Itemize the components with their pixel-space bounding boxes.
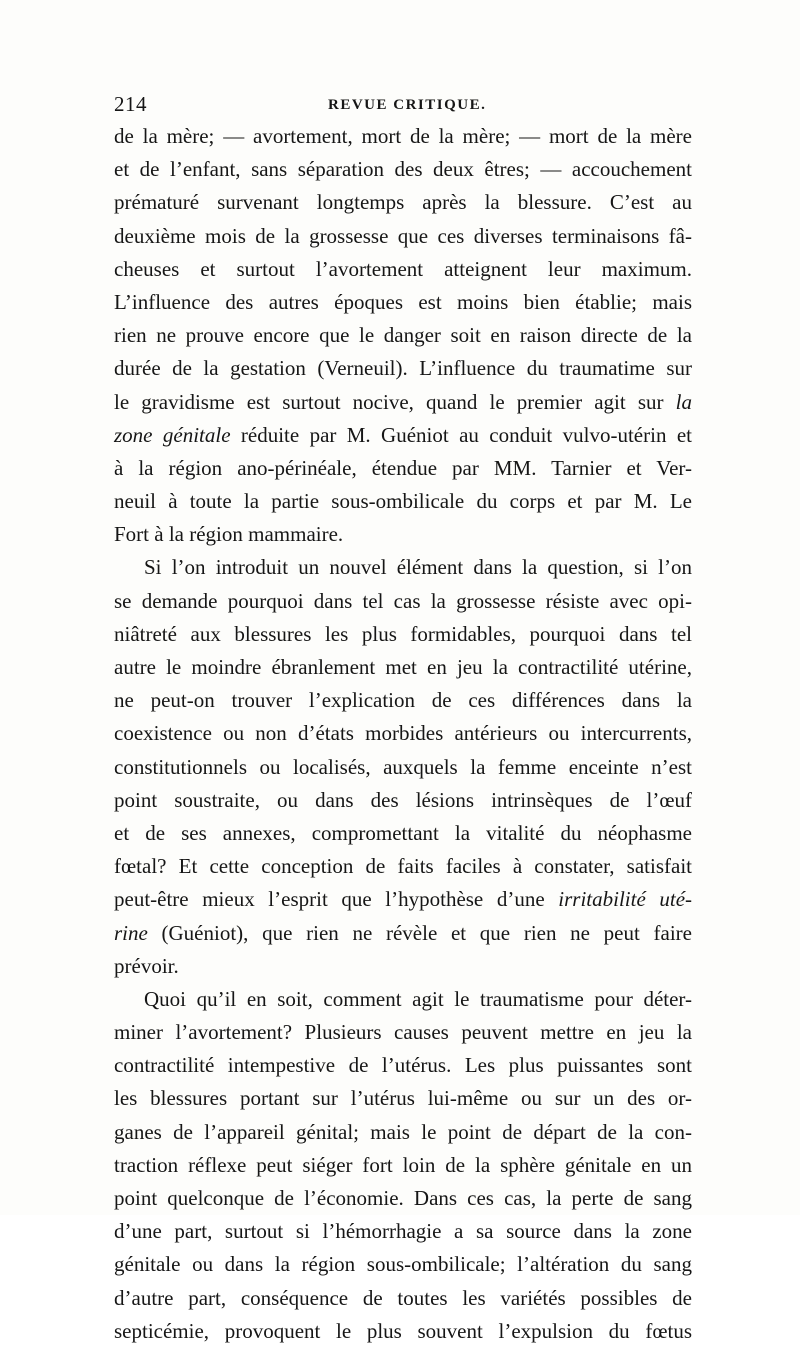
- text-line: [114, 352, 692, 385]
- text-segment: L’influence des autres époques est moins bien établie; mais: [114, 289, 692, 314]
- text-line: [114, 1182, 692, 1215]
- text-line: [114, 1049, 692, 1082]
- text-segment: miner l’avortement? Plusieurs causes peuvent mettre en jeu la: [114, 1020, 692, 1045]
- text-segment: contractilité intempestive de l’utérus. Les plus puissantes sont: [114, 1053, 692, 1078]
- text-segment: (Guéniot), que rien ne révèle et que rien ne peut faire: [147, 920, 692, 945]
- text-line: [114, 551, 692, 584]
- text-segment: niâtreté aux blessures les plus formidables, pourquoi dans tel: [114, 621, 692, 646]
- text-segment: deuxième mois de la grossesse que ces diverses terminaisons fâ-: [114, 223, 692, 248]
- text-segment: et de l’enfant, sans séparation des deux êtres; — accouchement: [114, 157, 692, 182]
- text-segment: de la mère; — avortement, mort de la mère; — mort de la mère: [114, 124, 692, 148]
- text-line: [114, 1116, 692, 1149]
- text-segment: Si l’on introduit un nouvel élément dans la question, si l’on: [144, 555, 692, 580]
- text-segment: prématuré survenant longtemps après la blessure. C’est au: [114, 190, 692, 215]
- italic-text-segment: la: [675, 389, 692, 414]
- text-line: [114, 386, 692, 419]
- text-segment: Fort à la région mammaire.: [114, 522, 344, 547]
- text-line: [114, 850, 692, 883]
- text-segment: à la région ano-périnéale, étendue par MM. Tarnier et Ver-: [114, 455, 692, 480]
- text-segment: les blessures portant sur l’utérus lui-même ou sur un des or-: [114, 1086, 692, 1111]
- text-line: [114, 784, 692, 817]
- text-line: [114, 684, 692, 717]
- text-line: [114, 585, 692, 618]
- body-text: [114, 120, 692, 1348]
- text-segment: traction réflexe peut siéger fort loin de la sphère génitale en un: [114, 1152, 692, 1177]
- text-line: [114, 286, 692, 319]
- page-number: 214: [114, 92, 147, 116]
- text-segment: Quoi qu’il en soit, comment agit le traumatisme pour déter-: [144, 986, 692, 1011]
- text-line: [114, 950, 692, 983]
- text-segment: constitutionnels ou localisés, auxquels la femme enceinte n’est: [114, 754, 692, 779]
- text-line: [114, 1215, 692, 1248]
- text-line: [114, 153, 692, 186]
- text-line: [114, 319, 692, 352]
- text-line: [114, 618, 692, 651]
- text-segment: coexistence ou non d’états morbides antérieurs ou intercurrents,: [114, 721, 692, 746]
- text-line: [114, 1016, 692, 1049]
- italic-text-segment: zone génitale: [114, 422, 231, 447]
- text-segment: fœtal? Et cette conception de faits faciles à constater, satisfait: [114, 854, 692, 879]
- text-segment: septicémie, provoquent le plus souvent l’expulsion du fœtus: [114, 1318, 692, 1343]
- text-segment: d’une part, surtout si l’hémorrhagie a sa source dans la zone: [114, 1219, 692, 1244]
- text-line: [114, 1315, 692, 1348]
- text-segment: point soustraite, ou dans des lésions intrinsèques de l’œuf: [114, 787, 692, 812]
- text-line: [114, 1282, 692, 1315]
- text-segment: prévoir.: [114, 953, 179, 978]
- text-segment: peut-être mieux l’esprit que l’hypothèse d’une: [114, 887, 559, 912]
- text-line: [114, 751, 692, 784]
- page-header: [114, 92, 692, 122]
- text-segment: génitale ou dans la région sous-ombilicale; l’altération du sang: [114, 1252, 692, 1277]
- text-line: [114, 452, 692, 485]
- text-line: [114, 220, 692, 253]
- text-segment: ne peut-on trouver l’explication de ces différences dans la: [114, 688, 692, 713]
- italic-text-segment: rine: [114, 920, 148, 945]
- text-segment: ganes de l’appareil génital; mais le point de départ de la con-: [114, 1119, 692, 1144]
- text-line: [114, 120, 692, 153]
- text-segment: rien ne prouve encore que le danger soit en raison directe de la: [114, 323, 692, 348]
- running-title: REVUE CRITIQUE.: [328, 97, 487, 113]
- text-line: [114, 1248, 692, 1281]
- text-segment: le gravidisme est surtout nocive, quand le premier agit sur: [114, 389, 676, 414]
- text-segment: cheuses et surtout l’avortement atteignent leur maximum.: [114, 256, 692, 281]
- text-line: [114, 518, 692, 551]
- text-line: [114, 983, 692, 1016]
- text-line: [114, 1149, 692, 1182]
- italic-text-segment: irritabilité uté-: [558, 887, 693, 912]
- text-line: [114, 817, 692, 850]
- text-segment: d’autre part, conséquence de toutes les variétés possibles de: [114, 1285, 692, 1310]
- text-segment: se demande pourquoi dans tel cas la grossesse résiste avec opi-: [114, 588, 692, 613]
- text-segment: réduite par M. Guéniot au conduit vulvo-utérin et: [230, 422, 692, 447]
- text-segment: durée de la gestation (Verneuil). L’influence du traumatime sur: [114, 356, 692, 381]
- text-segment: point quelconque de l’économie. Dans ces cas, la perte de sang: [114, 1186, 692, 1210]
- text-line: [114, 651, 692, 684]
- text-segment: et de ses annexes, compromettant la vitalité du néophasme: [114, 820, 692, 845]
- text-line: [114, 917, 692, 950]
- text-line: [114, 1082, 692, 1115]
- text-line: [114, 717, 692, 750]
- text-line: [114, 883, 692, 916]
- text-segment: autre le moindre ébranlement met en jeu la contractilité utérine,: [114, 655, 692, 679]
- text-line: [114, 253, 692, 286]
- text-line: [114, 186, 692, 219]
- text-line: [114, 419, 692, 452]
- text-segment: neuil à toute la partie sous-ombilicale du corps et par M. Le: [114, 489, 692, 514]
- text-line: [114, 485, 692, 518]
